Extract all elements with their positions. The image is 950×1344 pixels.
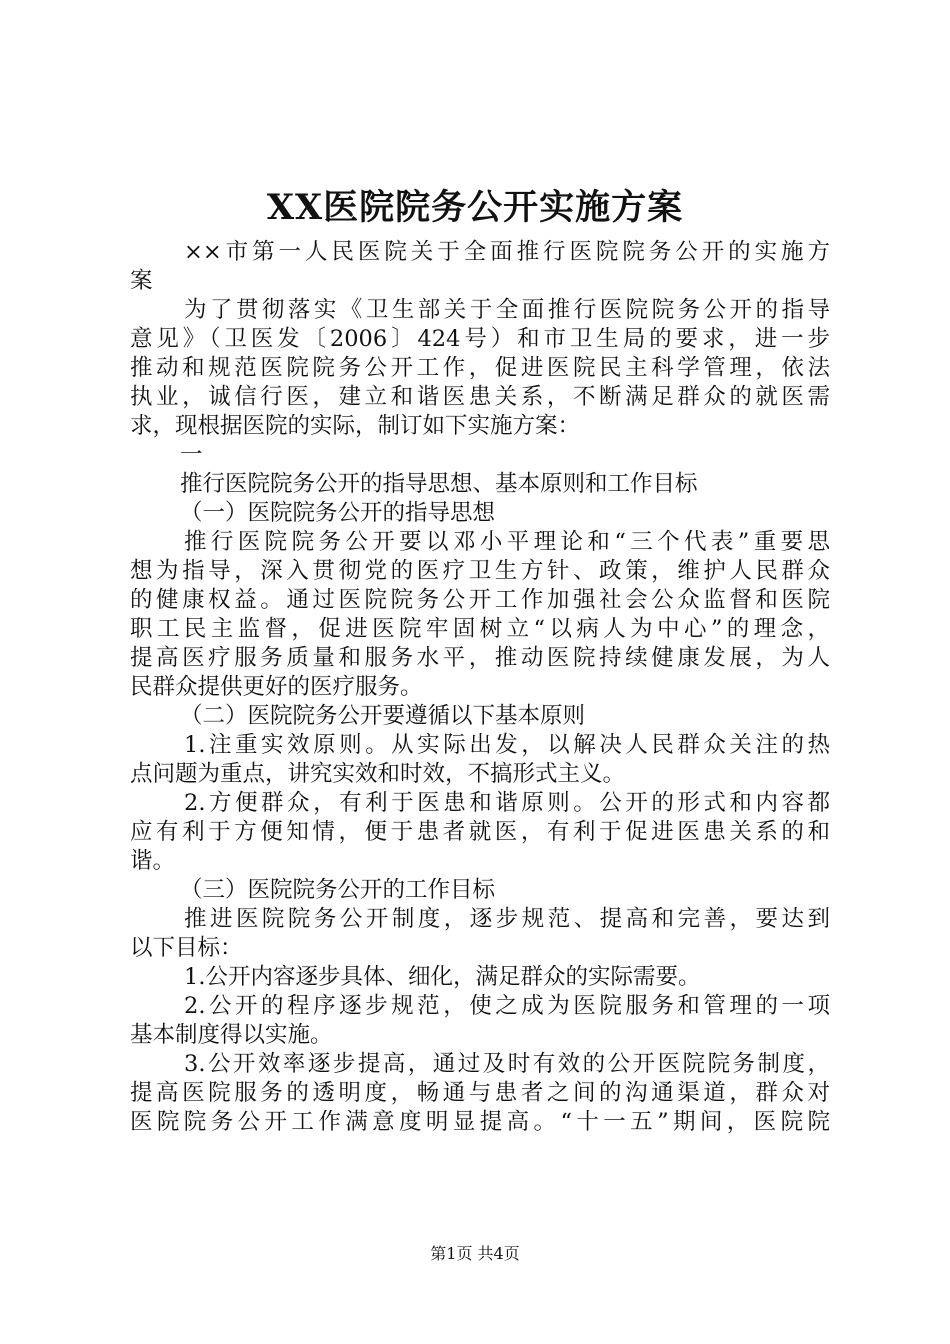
- paragraph-line: 的健康权益。通过医院院务公开工作加强社会公众监督和医院: [130, 587, 830, 613]
- paragraph-line: 执业，诚信行医，建立和谐医患关系，不断满足群众的就医需: [130, 384, 830, 410]
- paragraph-line: 想为指导，深入贯彻党的医疗卫生方针、政策，维护人民群众: [130, 558, 830, 584]
- list-item-line: 谐。: [130, 848, 176, 874]
- list-item-line: 医院院务公开工作满意度明显提高。“十一五”期间，医院院: [130, 1109, 830, 1135]
- list-item-line: 2.方便群众，有利于医患和谐原则。公开的形式和内容都: [184, 790, 830, 816]
- document-title: XX医院院务公开实施方案: [266, 187, 684, 228]
- paragraph-line: 为了贯彻落实《卫生部关于全面推行医院院务公开的指导: [184, 297, 830, 323]
- paragraph-line: 以下目标：: [130, 935, 243, 961]
- document-body: [130, 238, 830, 1137]
- section-number: 一: [180, 442, 203, 468]
- paragraph-line: 意见》（卫医发〔2006〕424号）和市卫生局的要求，进一步: [130, 326, 830, 352]
- paragraph-line: 职工民主监督，促进医院牢固树立“以病人为中心”的理念，: [130, 616, 830, 642]
- paragraph-line: 推进医院院务公开制度，逐步规范、提高和完善，要达到: [184, 906, 830, 932]
- list-item-line: 1.注重实效原则。从实际出发，以解决人民群众关注的热: [184, 732, 830, 758]
- paragraph-line: ××市第一人民医院关于全面推行医院院务公开的实施方: [184, 239, 830, 265]
- list-item-line: 1.公开内容逐步具体、细化，满足群众的实际需要。: [184, 964, 701, 990]
- page-number-footer: 第1页 共4页: [430, 1244, 520, 1263]
- list-item-line: 应有利于方便知情，便于患者就医，有利于促进医患关系的和: [130, 819, 830, 845]
- list-item-line: 基本制度得以实施。: [130, 1022, 333, 1048]
- paragraph-line: 提高医疗服务质量和服务水平，推动医院持续健康发展，为人: [130, 645, 830, 671]
- list-item-line: 3.公开效率逐步提高，通过及时有效的公开医院院务制度，: [184, 1051, 830, 1077]
- paragraph-line: 推动和规范医院院务公开工作，促进医院民主科学管理，依法: [130, 355, 830, 381]
- subsection-heading: （一）医院院务公开的指导思想: [180, 500, 496, 526]
- list-item-line: 点问题为重点，讲究实效和时效，不搞形式主义。: [130, 761, 626, 787]
- paragraph-line: 推行医院院务公开要以邓小平理论和“三个代表”重要思: [184, 529, 830, 555]
- paragraph-line: 民群众提供更好的医疗服务。: [130, 674, 423, 700]
- section-heading: 推行医院院务公开的指导思想、基本原则和工作目标: [180, 471, 698, 497]
- list-item-line: 2.公开的程序逐步规范，使之成为医院服务和管理的一项: [184, 993, 830, 1019]
- paragraph-line: 求，现根据医院的实际，制订如下实施方案：: [130, 413, 581, 439]
- subsection-heading: （二）医院院务公开要遵循以下基本原则: [180, 703, 586, 729]
- paragraph-line: 案: [130, 268, 153, 294]
- subsection-heading: （三）医院院务公开的工作目标: [180, 877, 496, 903]
- list-item-line: 提高医院服务的透明度，畅通与患者之间的沟通渠道，群众对: [130, 1080, 830, 1106]
